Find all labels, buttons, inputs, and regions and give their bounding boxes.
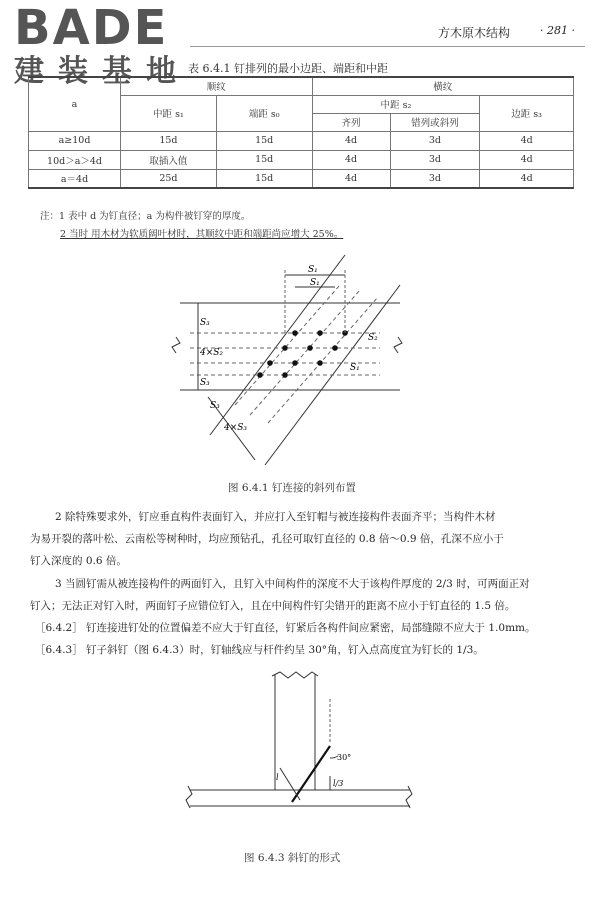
para-3-line-2: 钉入；无法正对钉入时，两面钉子应错位钉入，且在中间构件钉尖错开的距离不应小于钉直径的 1.5 倍。 <box>30 600 516 612</box>
figure-toe-nailing <box>180 668 420 838</box>
para-2-line-2: 为易开裂的落叶松、云南松等树种时，均应预钻孔，孔径可取钉直径的 0.8 倍～0.9 倍，孔深不应小于 <box>30 533 504 545</box>
cell-s0: 15d <box>216 131 312 150</box>
header-a: a <box>29 77 121 131</box>
cell-s1: 取插入值 <box>121 150 217 169</box>
header-staggered: 错列或斜列 <box>390 113 480 131</box>
label-s1-right: S₁ <box>350 363 360 373</box>
para-2-line-3: 钉入深度的 0.6 倍。 <box>30 555 127 567</box>
cell-a: a≥10d <box>29 131 121 150</box>
figure-1-caption: 图 6.4.1 钉连接的斜列布置 <box>228 482 356 494</box>
label-s1-top: S₁ <box>308 265 318 275</box>
label-length: l <box>276 773 279 782</box>
label-4s2-left: 4×S₂ <box>200 348 224 358</box>
label-height: l/3 <box>333 779 344 788</box>
cell-s2-aligned: 4d <box>312 150 390 169</box>
para-3-line-1: 3 当圆钉需从被连接构件的两面钉入，且钉入中间构件的深度不大于该构件厚度的 2/3 时，可两面正对 <box>55 578 530 590</box>
cell-s0: 15d <box>216 150 312 169</box>
cell-s2-aligned: 4d <box>312 131 390 150</box>
label-s3-bottom: S₃ <box>210 401 220 411</box>
cell-s0: 15d <box>216 169 312 188</box>
page-number: · 281 · <box>540 24 575 37</box>
dim-length <box>280 768 300 800</box>
cell-s1: 25d <box>121 169 217 188</box>
cell-s3: 4d <box>480 169 574 188</box>
label-s2-right: S₂ <box>368 333 378 343</box>
break-mark-left <box>186 786 192 808</box>
logo-chinese: 建装基地 <box>14 54 190 89</box>
clause-6-4-3: ［6.4.3］ 钉子斜钉（图 6.4.3）时，钉轴线应与杆件约呈 30°角，钉入点高度宜为钉长的 1/3。 <box>35 644 484 656</box>
logo-bade: BADE <box>14 0 169 56</box>
table-row <box>29 131 574 150</box>
break-mark-right <box>406 786 412 808</box>
header-along-grain: 顺纹 <box>121 77 313 95</box>
header-rule <box>190 46 585 47</box>
label-angle: 30° <box>337 753 352 762</box>
table-caption: 表 6.4.1 钉排列的最小边距、端距和中距 <box>188 62 388 75</box>
table-row <box>29 169 574 188</box>
label-s3-left: S₃ <box>200 318 210 328</box>
cell-s2-aligned: 4d <box>312 169 390 188</box>
cell-s3: 4d <box>480 131 574 150</box>
label-s3-left-bottom: S₃ <box>200 378 210 388</box>
label-4s3-bottom: 4×S₃ <box>224 423 248 433</box>
running-title: 方木原木结构 <box>438 26 511 40</box>
cell-a: a＝4d <box>29 169 121 188</box>
cell-s2-staggered: 3d <box>390 131 480 150</box>
header-aligned: 齐列 <box>312 113 390 131</box>
header-center-s2: 中距 s₂ <box>312 95 480 113</box>
cell-s2-staggered: 3d <box>390 150 480 169</box>
cell-s1: 15d <box>121 131 217 150</box>
note-1: 注：1 表中 d 为钉直径；a 为构件被钉穿的厚度。 <box>40 211 251 222</box>
toe-nail <box>292 746 330 802</box>
para-2-line-1: 2 除特殊要求外，钉应垂直构件表面钉入，并应打入至钉帽与被连接构件表面齐平；当构件木材 <box>55 511 496 523</box>
break-mark-top <box>272 672 318 678</box>
break-mark-left <box>172 337 180 353</box>
figure-2-caption: 图 6.4.3 斜钉的形式 <box>244 852 341 864</box>
spacing-table <box>28 76 574 189</box>
header-edge-s3: 边距 s₃ <box>480 95 574 131</box>
figure-nail-layout <box>150 245 450 475</box>
diagonal-edge-upper <box>210 255 345 435</box>
clause-6-4-2: ［6.4.2］ 钉连接进钉处的位置偏差不应大于钉直径，钉紧后各构件间应紧密，局部缝隙不应大于 1.0mm。 <box>35 622 536 634</box>
cell-s2-staggered: 3d <box>390 169 480 188</box>
table-row <box>29 150 574 169</box>
header-center-s1: 中距 s₁ <box>121 95 217 131</box>
break-mark-right <box>394 337 402 353</box>
cell-a: 10d＞a＞4d <box>29 150 121 169</box>
label-s1-mid: S₁ <box>310 278 320 288</box>
header-across-grain: 横纹 <box>312 77 573 95</box>
header-end-s0: 端距 s₀ <box>216 95 312 131</box>
note-2: 2 当时 用木材为软质阔叶材时，其顺纹中距和端距尚应增大 25%。 <box>60 229 344 240</box>
cell-s3: 4d <box>480 150 574 169</box>
